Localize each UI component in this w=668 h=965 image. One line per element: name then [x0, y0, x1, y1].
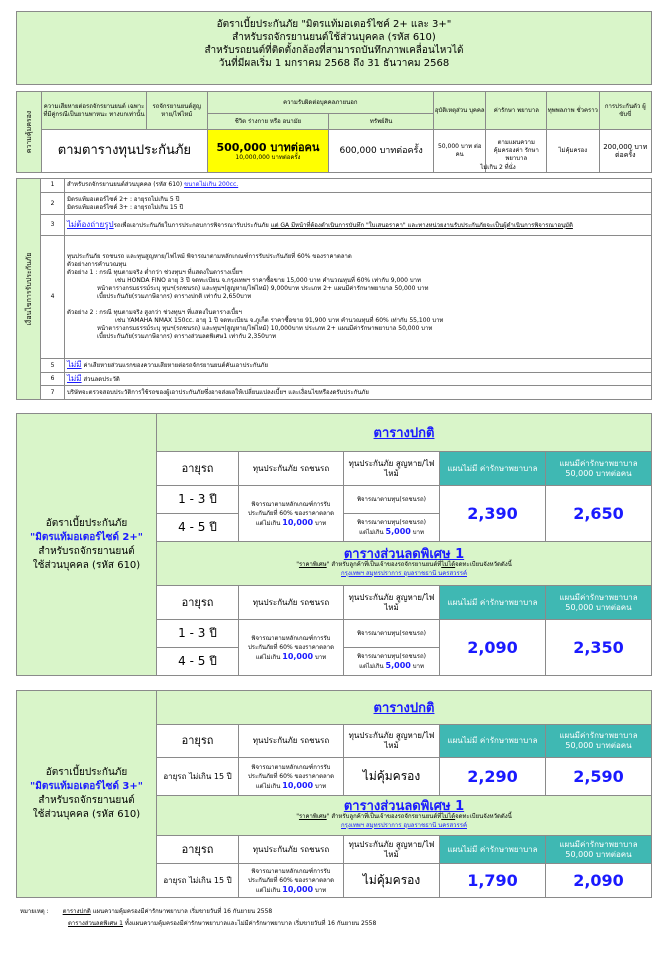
- rate-3plus-special-header: ตารางส่วนลดพิเศษ 1 "ราคาพิเศษ" สำหรับลูกค้าที่เป็นเจ้าของรถจักรยานยนต์ที่ไม่ได้จดทะเบียนจังหวัดดังนี้ กรุงเทพฯ สมุทรปราการ อุบลราชธานี นครสวรรค์: [157, 796, 652, 836]
- rate-2plus-theft-cell-1: พิจารณาตามทุน(รถชนรถ): [344, 486, 440, 514]
- coverage-life-main: 500,000 บาทต่อคน: [216, 140, 320, 154]
- header-camera-note: สำหรับรถยนต์ที่ติดตั้งกล้องที่สามารถบันทึกภาพเคลื่อนไหวได้: [204, 45, 464, 56]
- coverage-col-property: ทรัพย์สิน: [329, 114, 434, 130]
- rate-col-age: อายุรถ: [157, 452, 239, 486]
- rate-col-age: อายุรถ: [157, 586, 239, 620]
- rate-3plus-special-nomed: 1,790: [440, 864, 546, 898]
- rate-3plus-age: อายุรถ ไม่เกิน 15 ปี: [157, 758, 239, 796]
- rate-2plus-title: อัตราเบี้ยประกันภัย "มิตรแท้มอเตอร์ไซด์ 2+" สำหรับรถจักรยานยนต์ ใช้ส่วนบุคคล (รหัส 610): [17, 414, 157, 676]
- rate-col-nomed: แผนไม่มี ค่ารักษาพยาบาล: [440, 586, 546, 620]
- rate-2plus-sp-age-1: 1 - 3 ปี: [157, 620, 239, 648]
- coverage-side-label: ความคุ้มครอง: [17, 92, 42, 173]
- rate-2plus-special-caption: ตารางส่วนลดพิเศษ 1: [343, 547, 465, 562]
- rate-3plus-normal-med: 2,590: [546, 758, 652, 796]
- header-subtitle: สำหรับรถจักรยานยนต์ใช้ส่วนบุคคล (รหัส 610): [232, 32, 436, 43]
- coverage-seat-limit: ไม่เกิน 2 ที่นั่ง: [480, 164, 516, 171]
- rate-col-age: อายุรถ: [157, 725, 239, 758]
- coverage-col-theft: รถจักรยานยนต์สูญ หาย/ไฟไหม้: [146, 92, 207, 130]
- rate-2plus-sp-collision-cell: พิจารณาตามหลักเกณฑ์การรับ ประกันภัยที่ 60% ของราคาตลาด แต่ไม่เกิน 10,000 บาท: [239, 620, 344, 676]
- condition-no: 1: [41, 179, 65, 193]
- condition-no: 7: [41, 386, 65, 400]
- notes-label: หมายเหตุ :: [20, 908, 49, 915]
- rate-3plus-sp-theft-cell: ไม่คุ้มครอง: [344, 864, 440, 898]
- condition-1: สำหรับรถจักรยานยนต์ส่วนบุคคล (รหัส 610) ขนาดไม่เกิน 200cc.: [65, 179, 652, 193]
- condition-3: ไม่ต้องถ่ายรูปรถเพื่อเอาประกันภัยในการประกอบการพิจารณารับประกันภัย แต่ GA มีหน้าที่ต้องดำเนินการบันทึก "ใบเสนอราคา" และทางหน่วยงานรับประกันภัยจะเป็นผู้ดำเนินการพิจารณาอนุมัติ: [65, 215, 652, 236]
- rate-col-nomed: แผนไม่มี ค่ารักษาพยาบาล: [440, 452, 546, 486]
- rate-col-collision: ทุนประกันภัย รถชนรถ: [239, 725, 344, 758]
- rate-3plus-title: อัตราเบี้ยประกันภัย "มิตรแท้มอเตอร์ไซด์ 3+" สำหรับรถจักรยานยนต์ ใช้ส่วนบุคคล (รหัส 610): [17, 691, 157, 898]
- coverage-col-disability: ทุพพลภาพ ชั่วคราว: [547, 92, 599, 130]
- coverage-sum-insured: ตามตารางทุนประกันภัย: [42, 130, 208, 173]
- conditions-side-label: เงื่อนไขการรับประกันภัย: [17, 179, 41, 400]
- rate-2plus-normal-med: 2,650: [546, 486, 652, 542]
- rate-3plus-special-caption: ตารางส่วนลดพิเศษ 1: [343, 799, 465, 814]
- coverage-medical-value: ตามแผนความ คุ้มครองค่า รักษาพยาบาล: [486, 130, 547, 173]
- rate-2plus-sp-theft-cell-2: พิจารณาตามทุน(รถชนรถ) แต่ไม่เกิน 5,000 บาท: [344, 648, 440, 676]
- rate-3plus-sp-age: อายุรถ ไม่เกิน 15 ปี: [157, 864, 239, 898]
- rate-col-age: อายุรถ: [157, 836, 239, 864]
- coverage-pa-value: 50,000 บาท ต่อคน: [434, 130, 486, 173]
- rate-col-nomed: แผนไม่มี ค่ารักษาพยาบาล: [440, 725, 546, 758]
- rate-2plus-normal-caption: ตารางปกติ: [373, 426, 435, 441]
- coverage-col-medical: ค่ารักษา พยาบาล: [486, 92, 547, 130]
- rate-3plus-normal-caption: ตารางปกติ: [373, 701, 435, 716]
- rate-col-collision: ทุนประกันภัย รถชนรถ: [239, 586, 344, 620]
- coverage-disability-value: ไม่คุ้มครอง: [547, 130, 599, 173]
- condition-no: 6: [41, 372, 65, 386]
- rate-table-2plus: [16, 413, 652, 676]
- condition-7: บริษัทจะตรวจสอบประวัติการใช้รถของผู้เอาประกันภัยซึ่งอาจส่งผลให้เปลี่ยนแปลงเบี้ยฯ และเงื่อนไขหรืองดรับประกันภัย: [65, 386, 652, 400]
- rate-col-theft: ทุนประกันภัย สูญหาย/ไฟไหม้: [344, 586, 440, 620]
- rate-2plus-age-2: 4 - 5 ปี: [157, 514, 239, 542]
- rate-2plus-special-header: ตารางส่วนลดพิเศษ 1 "ราคาพิเศษ" สำหรับลูกค้าที่เป็นเจ้าของรถจักรยานยนต์ที่ไม่ได้จดทะเบียนจังหวัดดังนี้ กรุงเทพฯ สมุทรปราการ อุบลราชธานี นครสวรรค์: [157, 542, 652, 586]
- rate-3plus-collision-cell: พิจารณาตามหลักเกณฑ์การรับ ประกันภัยที่ 60% ของราคาตลาด แต่ไม่เกิน 10,000 บาท: [239, 758, 344, 796]
- condition-1-link: ขนาดไม่เกิน 200cc.: [184, 181, 239, 189]
- condition-no: 2: [41, 192, 65, 215]
- condition-no: 5: [41, 359, 65, 373]
- condition-5: ไม่มี ค่าเสียหายส่วนแรกของความเสียหายต่อรถจักรยานยนต์คันเอาประกันภัย: [65, 359, 652, 373]
- rate-col-med: แผนมีค่ารักษาพยาบาล 50,000 บาทต่อคน: [546, 725, 652, 758]
- condition-no: 3: [41, 215, 65, 236]
- rate-2plus-theft-cell-2: พิจารณาตามทุน(รถชนรถ) แต่ไม่เกิน 5,000 บาท: [344, 514, 440, 542]
- condition-4: ทุนประกันภัย รถชนรถ และทุนสูญหาย/ไฟไหม้ พิจารณาตามหลักเกณฑ์การรับประกันภัยที่ 60% ของราคาตลาด ตัวอย่างการคำนวณทุน ตัวอย่าง 1 : กรณี ทุนตามจริง ต่ำกว่า ช่วงทุนฯ ที่แสดงในตารางเบี้ยฯ เช่น HONDA FINO อายุ 3 ปี จดทะเบียน จ.กรุงเทพฯ ราคาซื้อขาย 15,000 บาท คำนวณทุนที่ 60% เท่ากับ 9,000 บาท หน้าตารางกรมธรรม์ระบุ ทุนฯ(รถชนรถ) และทุนฯ(สูญหาย/ไฟไหม้) 9,000บาท ประเภท 2+ แผนมีค่ารักษาพยาบาล 50,000 บาท เบี้ยประกันภัย(รวมภาษีอากร) ตารางปกติ เท่ากับ 2,650บาท ตัวอย่าง 2 : กรณี ทุนตามจริง สูงกว่า ช่วงทุนฯ ที่แสดงในตารางเบี้ยฯ เช่น YAMAHA NMAX 150cc. อายุ 1 ปี จดทะเบียน จ.ภูเก็ต ราคาซื้อขาย 91,900 บาท คำนวณทุนที่ 60% เท่ากับ 55,100 บาท หน้าตารางกรมธรรม์ระบุ ทุนฯ(รถชนรถ) และทุนฯ(สูญหาย/ไฟไหม้) 10,000บาท ประเภท 2+ แผนมีค่ารักษาพยาบาล 50,000 บาท เบี้ยประกันภัย(รวมภาษีอากร) ตารางส่วนลดพิเศษ1 เท่ากับ 2,350บาท: [65, 236, 652, 359]
- rate-col-med: แผนมีค่ารักษาพยาบาล 50,000 บาทต่อคน: [546, 836, 652, 864]
- rate-3plus-special-med: 2,090: [546, 864, 652, 898]
- page-header: [16, 11, 652, 85]
- rate-2plus-sp-theft-cell-1: พิจารณาตามทุน(รถชนรถ): [344, 620, 440, 648]
- header-effective-date: วันที่มีผลเริ่ม 1 มกราคม 2568 ถึง 31 ธันวาคม 2568: [218, 58, 450, 69]
- header-title: อัตราเบี้ยประกันภัย "มิตรแท้มอเตอร์ไซค์ 2+ และ 3+": [216, 19, 452, 30]
- coverage-bail-value: 200,000 บาทต่อครั้ง: [599, 130, 651, 173]
- conditions-table: [16, 178, 652, 400]
- rate-3plus-normal-nomed: 2,290: [440, 758, 546, 796]
- coverage-col-damage: ความเสียหายต่อรถจักรยานยนต์ เฉพาะที่มีคู่กรณีเป็นยานพาหนะ ทางบกเท่านั้น: [42, 92, 147, 130]
- coverage-life-value: [207, 130, 329, 173]
- rate-3plus-special-provinces: กรุงเทพฯ สมุทรปราการ อุบลราชธานี นครสวรรค์: [341, 822, 467, 829]
- notes-link-1: ตารางปกติ: [62, 908, 91, 915]
- rate-3plus-theft-cell: ไม่คุ้มครอง: [344, 758, 440, 796]
- coverage-col-pa: อุบัติเหตุส่วน บุคคล: [434, 92, 486, 130]
- notes-link-2: ตารางส่วนลดพิเศษ 1: [68, 920, 123, 927]
- rate-col-collision: ทุนประกันภัย รถชนรถ: [239, 452, 344, 486]
- rate-col-theft: ทุนประกันภัย สูญหาย/ไฟไหม้: [344, 725, 440, 758]
- rate-2plus-collision-cell: พิจารณาตามหลักเกณฑ์การรับ ประกันภัยที่ 60% ของราคาตลาด แต่ไม่เกิน 10,000 บาท: [239, 486, 344, 542]
- rate-3plus-sp-collision-cell: พิจารณาตามหลักเกณฑ์การรับ ประกันภัยที่ 60% ของราคาตลาด แต่ไม่เกิน 10,000 บาท: [239, 864, 344, 898]
- rate-2plus-special-provinces: กรุงเทพฯ สมุทรปราการ อุบลราชธานี นครสวรรค์: [341, 570, 467, 577]
- rate-2plus-special-nomed: 2,090: [440, 620, 546, 676]
- coverage-life-sub: 10,000,000 บาทต่อครั้ง: [235, 153, 301, 161]
- rate-col-med: แผนมีค่ารักษาพยาบาล 50,000 บาทต่อคน: [546, 586, 652, 620]
- condition-2: มิตรแท้มอเตอร์ไซค์ 2+ : อายุรถไม่เกิน 5 ปี มิตรแท้มอเตอร์ไซค์ 3+ : อายุรถไม่เกิน 15 ปี: [65, 192, 652, 215]
- rate-2plus-age-1: 1 - 3 ปี: [157, 486, 239, 514]
- coverage-col-life: ชีวิต ร่างกาย หรือ อนามัย: [207, 114, 329, 130]
- condition-no: 4: [41, 236, 65, 359]
- coverage-col-bail: การประกันตัว ผู้ขับขี่: [599, 92, 651, 130]
- rate-col-theft: ทุนประกันภัย สูญหาย/ไฟไหม้: [344, 452, 440, 486]
- rate-2plus-special-med: 2,350: [546, 620, 652, 676]
- notes: หมายเหตุ : ตารางปกติ แผนความคุ้มครองมีค่ารักษาพยาบาล เริ่มขายวันที่ 16 กันยายน 2558 ตารางส่วนลดพิเศษ 1 ทั้งแผนความคุ้มครองมีค่ารักษาพยาบาลและไม่มีค่ารักษาพยาบาล เริ่มขายวันที่ 16 กันยายน 2558: [20, 908, 377, 927]
- rate-col-collision: ทุนประกันภัย รถชนรถ: [239, 836, 344, 864]
- rate-table-3plus: [16, 690, 652, 898]
- rate-col-med: แผนมีค่ารักษาพยาบาล 50,000 บาทต่อคน: [546, 452, 652, 486]
- coverage-table: [16, 91, 652, 173]
- rate-col-theft: ทุนประกันภัย สูญหาย/ไฟไหม้: [344, 836, 440, 864]
- condition-3-link: ไม่ต้องถ่ายรูป: [67, 219, 114, 229]
- condition-6: ไม่มี ส่วนลดประวัติ: [65, 372, 652, 386]
- coverage-col-liability: ความรับผิดต่อบุคคลภายนอก: [207, 92, 433, 114]
- rate-2plus-sp-age-2: 4 - 5 ปี: [157, 648, 239, 676]
- rate-col-nomed: แผนไม่มี ค่ารักษาพยาบาล: [440, 836, 546, 864]
- rate-2plus-normal-nomed: 2,390: [440, 486, 546, 542]
- coverage-property-value: 600,000 บาทต่อครั้ง: [329, 130, 434, 173]
